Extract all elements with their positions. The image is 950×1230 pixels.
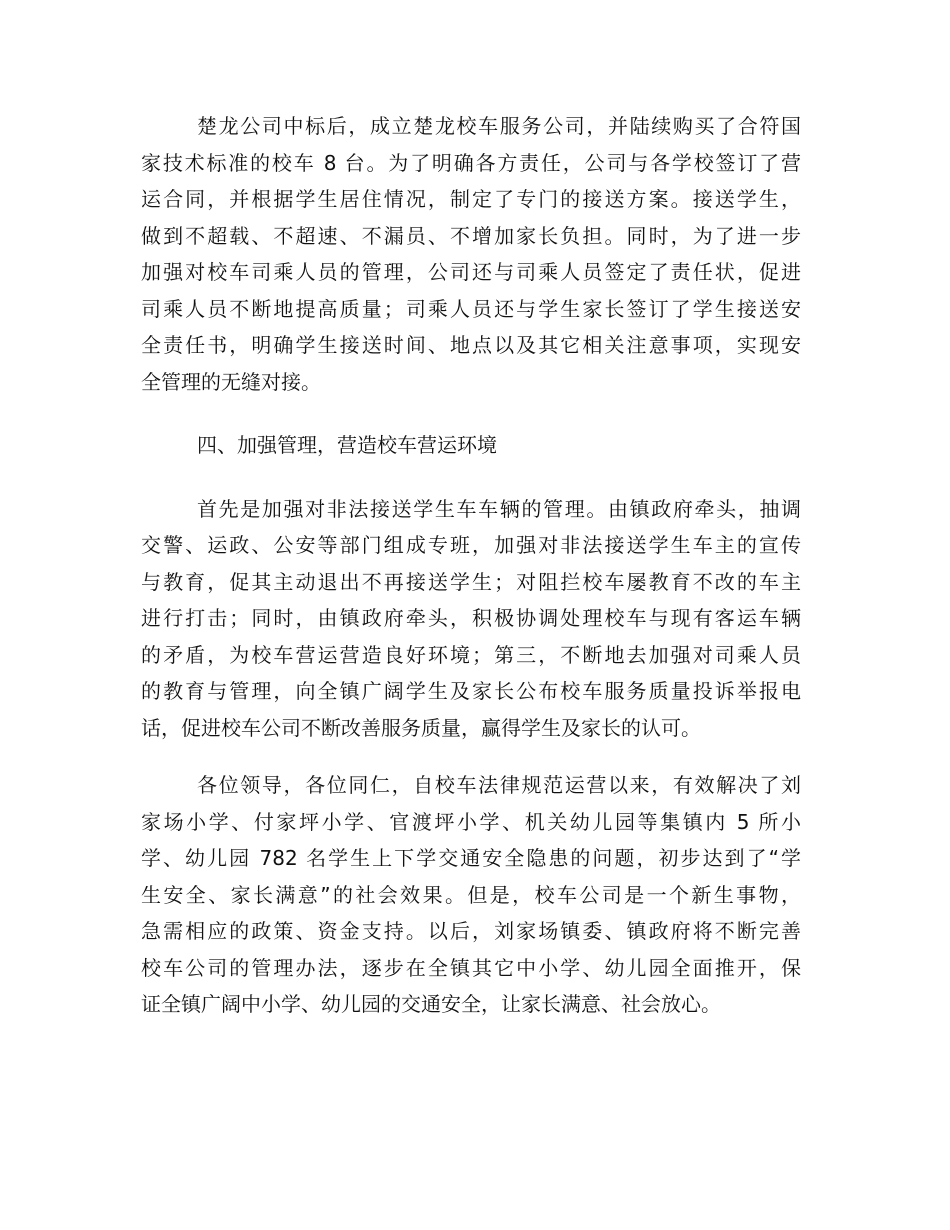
text-line: 的矛盾，为校车营运营造良好环境；第三，不断地去加强对司乘人员 (141, 642, 801, 667)
text-line: 生安全、家长满意”的社会效果。但是，校车公司是一个新生事物， (141, 882, 801, 907)
text-line: 首先是加强对非法接送学生车车辆的管理。由镇政府牵头，抽调 (197, 496, 801, 521)
text-line: 家场小学、付家坪小学、官渡坪小学、机关幼儿园等集镇内 5 所小 (141, 809, 801, 834)
text-line: 司乘人员不断地提高质量；司乘人员还与学生家长签订了学生接送安 (141, 296, 801, 321)
text-line: 全责任书，明确学生接送时间、地点以及其它相关注意事项，实现安 (141, 333, 801, 357)
paragraph-management (141, 491, 801, 747)
text-line: 加强对校车司乘人员的管理，公司还与司乘人员签定了责任状，促进 (141, 260, 801, 284)
text-line: 全管理的无缝对接。 (141, 369, 321, 394)
text-line: 与教育，促其主动退出不再接送学生；对阻拦校车屡教育不改的车主 (141, 569, 801, 594)
text-line: 家技术标准的校车 8 台。为了明确各方责任，公司与各学校签订了营 (141, 150, 801, 175)
section-heading: 四、加强管理，营造校车营运环境 (197, 433, 497, 457)
text-line: 运合同，并根据学生居住情况，制定了专门的接送方案。接送学生， (141, 187, 801, 211)
text-line: 楚龙公司中标后，成立楚龙校车服务公司，并陆续购买了合符国 (197, 114, 801, 138)
text-line: 进行打击；同时，由镇政府牵头，积极协调处理校车与现有客运车辆 (141, 606, 801, 630)
text-line: 各位领导，各位同仁，自校车法律规范运营以来，有效解决了刘 (197, 773, 801, 797)
text-line: 学、幼儿园 782 名学生上下学交通安全隐患的问题，初步达到了“学 (141, 846, 801, 870)
text-line: 的教育与管理，向全镇广阔学生及家长公布校车服务质量投诉举报电 (141, 679, 801, 703)
document-body (141, 108, 801, 1023)
paragraph-conclusion (141, 767, 801, 1023)
paragraph-school-bus-company (141, 108, 801, 400)
text-line: 做到不超载、不超速、不漏员、不增加家长负担。同时，为了进一步 (141, 223, 801, 248)
text-line: 话，促进校车公司不断改善服务质量，赢得学生及家长的认可。 (141, 715, 701, 740)
text-line: 急需相应的政策、资金支持。以后，刘家场镇委、镇政府将不断完善 (141, 919, 801, 943)
text-line: 证全镇广阔中小学、幼儿园的交通安全，让家长满意、社会放心。 (141, 992, 721, 1016)
text-line: 交警、运政、公安等部门组成专班，加强对非法接送学生车主的宣传 (141, 533, 801, 557)
text-line: 校车公司的管理办法，逐步在全镇其它中小学、幼儿园全面推开，保 (141, 955, 801, 980)
section-heading-four (141, 427, 801, 464)
